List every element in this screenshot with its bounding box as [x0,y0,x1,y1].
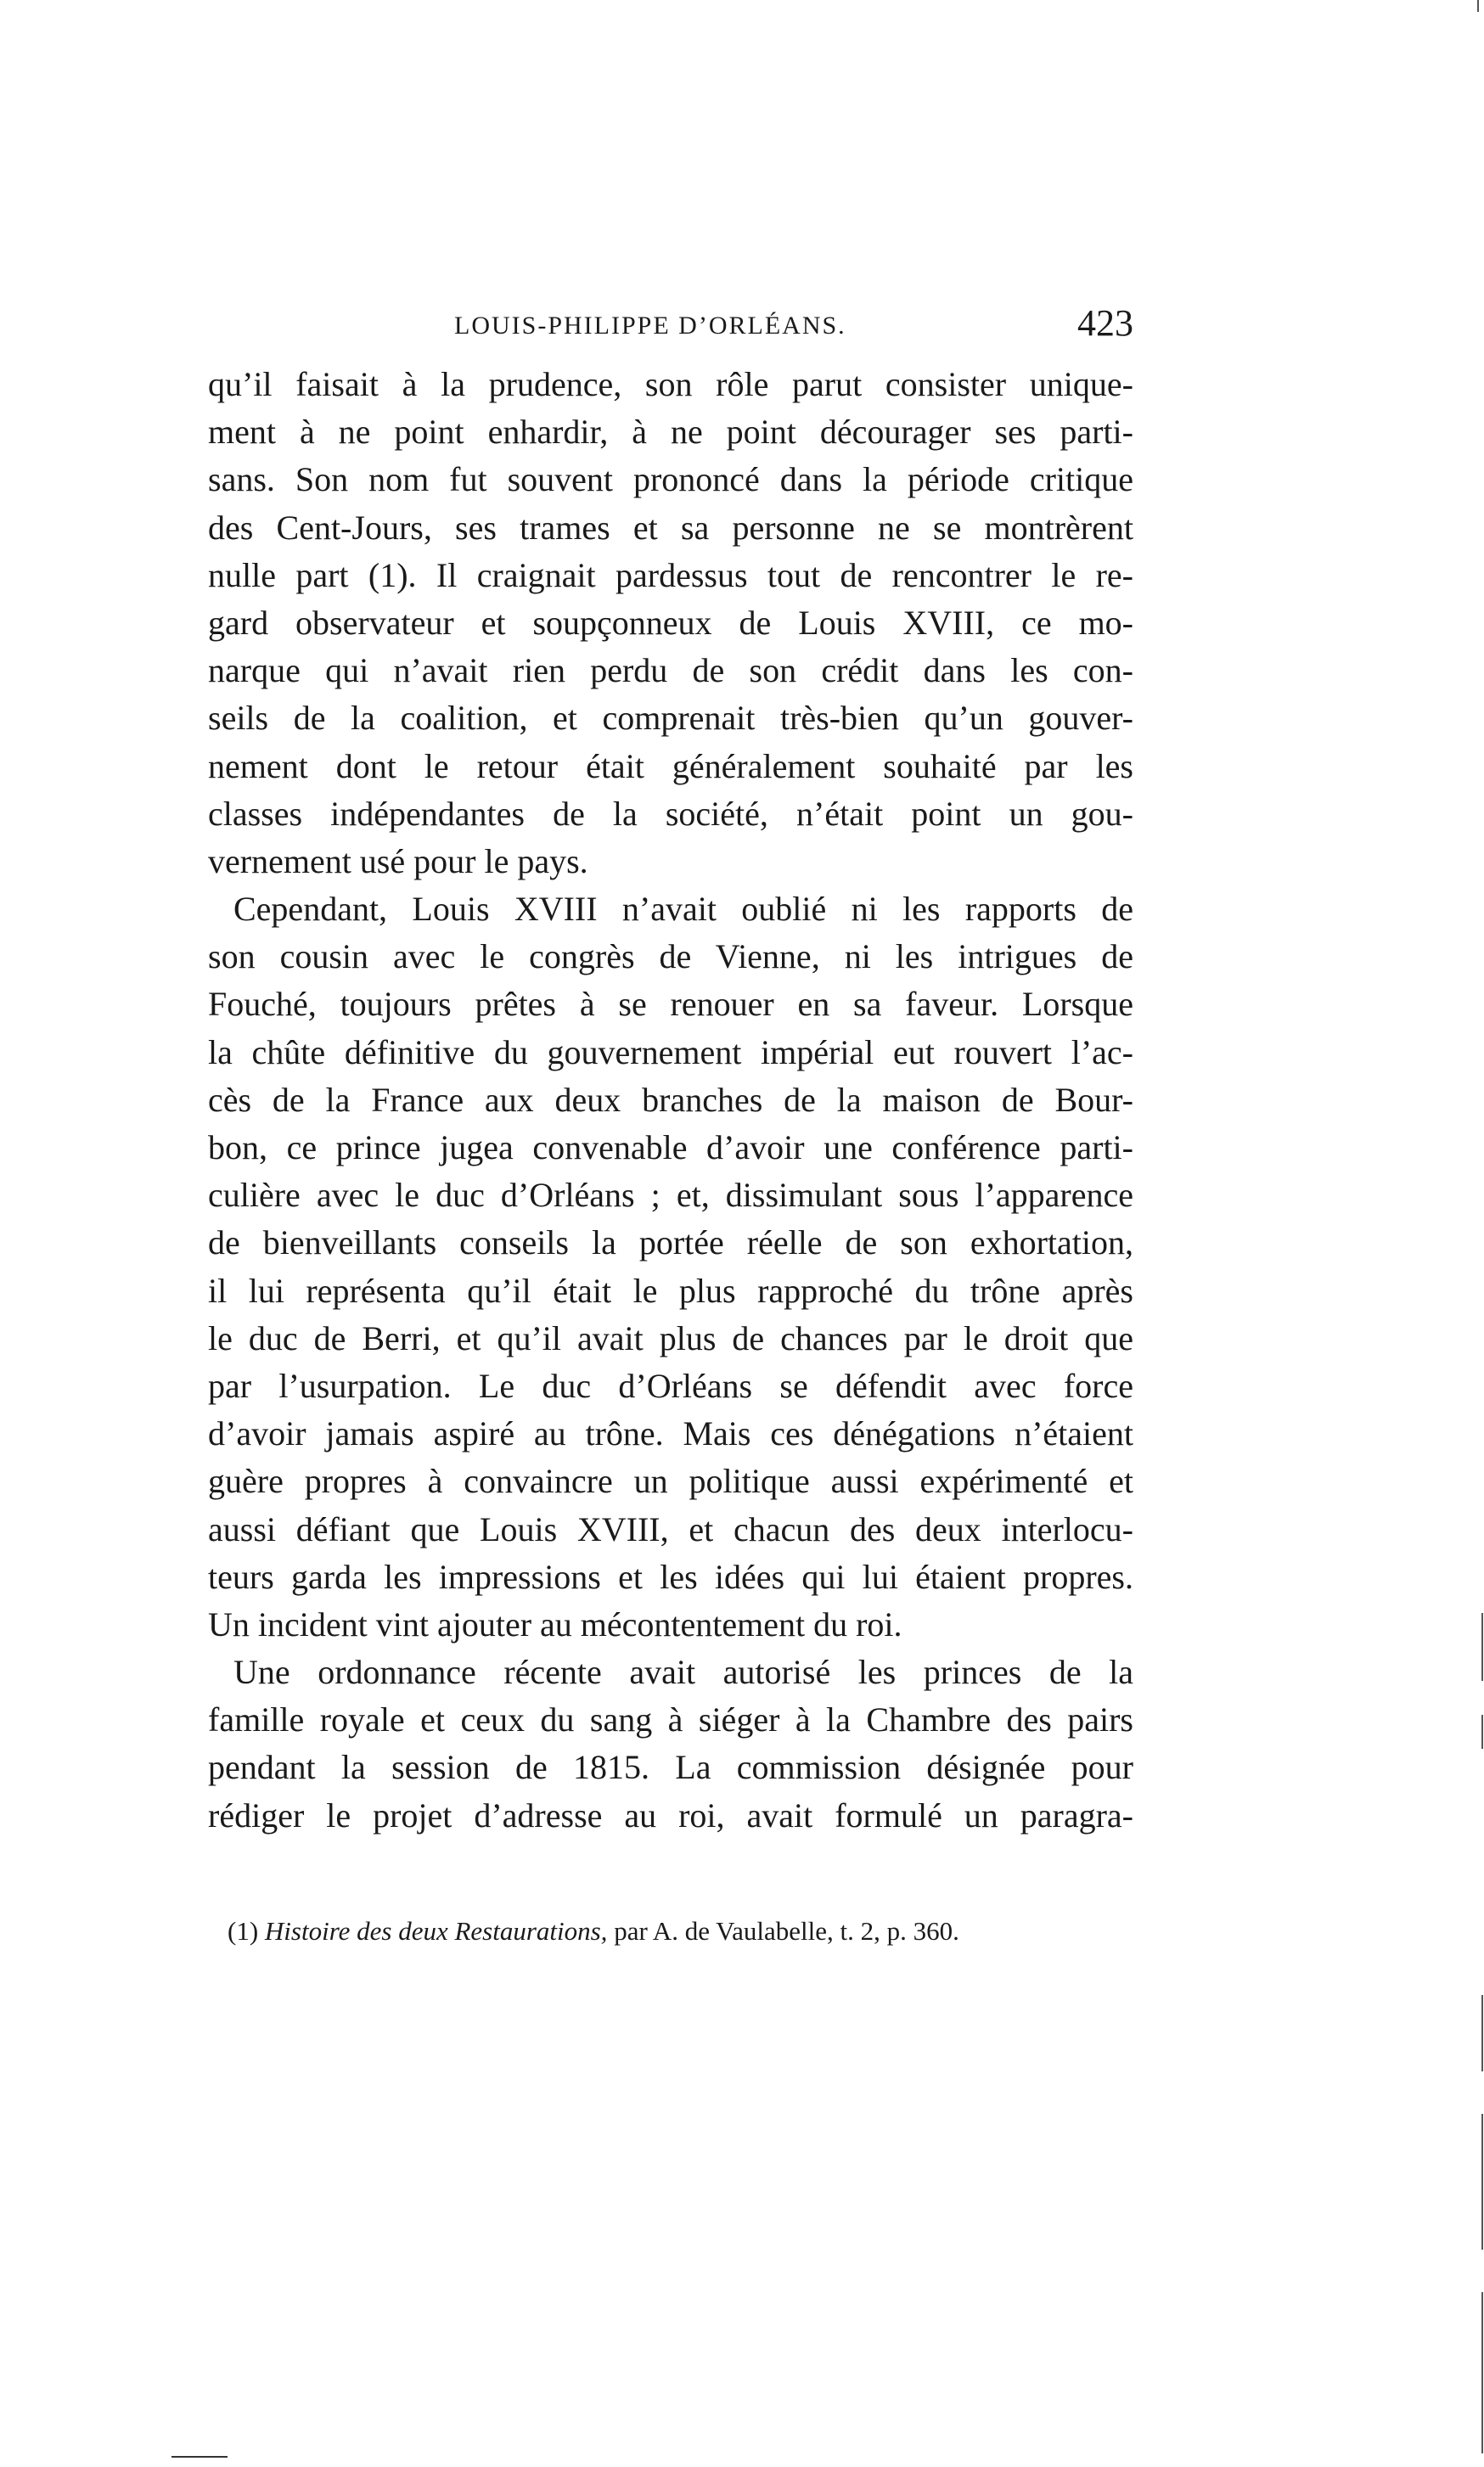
text-line: par l’usurpation. Le duc d’Orléans se défendit avec force [208,1366,1133,1405]
margin-rule [1481,2292,1483,2453]
footnote [228,1914,1127,1948]
text-line: rédiger le projet d’adresse au roi, avait formulé un paragra- [208,1795,1133,1835]
footnote-marker: (1) [228,1916,259,1946]
text-line: qu’il faisait à la prudence, son rôle parut consister unique- [208,365,1133,403]
bottom-rule [171,2456,228,2458]
running-head [208,301,1133,352]
text-line: Fouché, toujours prêtes à se renouer en sa faveur. Lorsque [208,985,1133,1024]
page-number: 423 [1077,302,1133,344]
text-line: la chûte définitive du gouvernement impérial eut rouvert l’ac- [208,1032,1133,1071]
text-line: il lui représenta qu’il était le plus rapproché du trône après [208,1271,1133,1310]
text-line: ment à ne point enhardir, à ne point décourager ses parti- [208,413,1133,452]
margin-rule [1481,1715,1483,1749]
text-line: son cousin avec le congrès de Vienne, ni les intrigues de [208,937,1133,976]
text-line: de bienveillants conseils la portée réelle de son exhortation, [208,1223,1133,1262]
text-line: vernement usé pour le pays. [208,841,588,880]
text-line: guère propres à convaincre un politique aussi expérimenté et [208,1462,1133,1501]
text-line: nulle part (1). Il craignait pardessus tout de rencontrer le re- [208,555,1133,594]
text-line: Cependant, Louis XVIII n’avait oublié ni les rapports de [233,890,1133,929]
text-line: Un incident vint ajouter au mécontentement du roi. [208,1604,902,1644]
text-line: gard observateur et soupçonneux de Louis XVIII, ce mo- [208,603,1133,642]
margin-rule [1481,2114,1483,2250]
text-line: seils de la coalition, et comprenait très-bien qu’un gouver- [208,699,1133,738]
text-line: Une ordonnance récente avait autorisé les princes de la [233,1653,1133,1692]
text-line: sans. Son nom fut souvent prononcé dans la période critique [208,460,1133,499]
text-line: pendant la session de 1815. La commission désignée pour [208,1748,1133,1787]
text-line: nement dont le retour était généralement souhaité par les [208,746,1133,785]
body-text [208,361,1133,1840]
footnote-title: Histoire des deux Restaurations, [264,1916,608,1946]
text-line: cès de la France aux deux branches de la maison de Bour- [208,1080,1133,1119]
text-line: classes indépendantes de la société, n’était point un gou- [208,794,1133,833]
margin-rule [1481,1995,1483,2071]
margin-rule [1477,0,1479,12]
text-line: d’avoir jamais aspiré au trône. Mais ces dénégations n’étaient [208,1414,1133,1453]
running-title: LOUIS-PHILIPPE D’ORLÉANS. [454,312,846,340]
text-line: narque qui n’avait rien perdu de son crédit dans les con- [208,651,1133,690]
text-line: culière avec le duc d’Orléans ; et, dissimulant sous l’apparence [208,1176,1133,1215]
footnote-citation: par A. de Vaulabelle, t. 2, p. 360. [614,1916,959,1946]
text-line: aussi défiant que Louis XVIII, et chacun des deux interlocu- [208,1509,1133,1548]
text-line: le duc de Berri, et qu’il avait plus de chances par le droit que [208,1318,1133,1357]
text-line: bon, ce prince jugea convenable d’avoir une conférence parti- [208,1128,1133,1166]
margin-rule [1481,1613,1483,1681]
text-line: teurs garda les impressions et les idées qui lui étaient propres. [208,1557,1133,1596]
text-line: des Cent-Jours, ses trames et sa personne ne se montrèrent [208,508,1133,547]
text-line: famille royale et ceux du sang à siéger à la Chambre des pairs [208,1700,1133,1739]
